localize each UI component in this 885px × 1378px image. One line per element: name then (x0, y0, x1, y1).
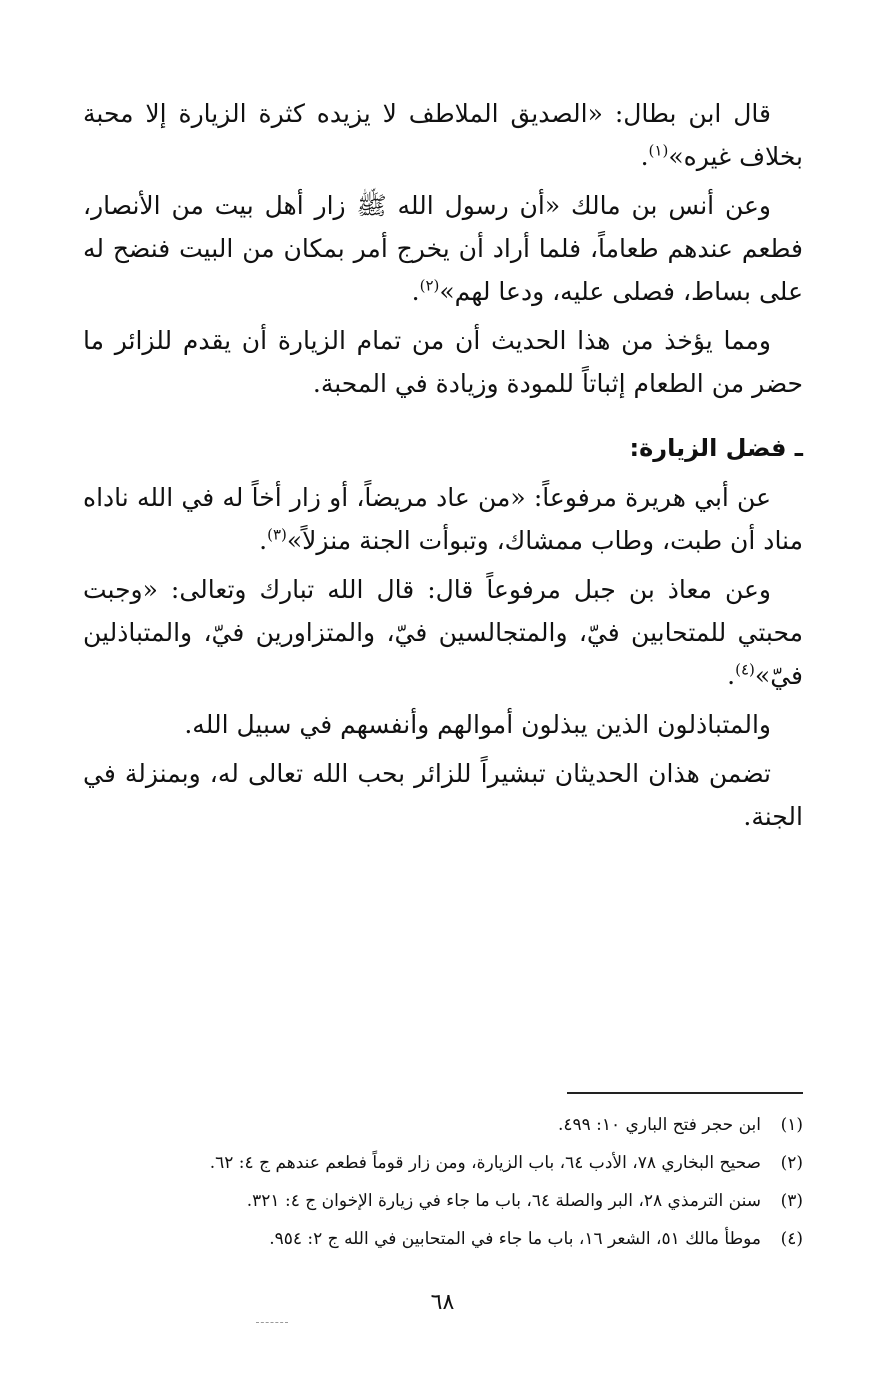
paragraph-anas-hadith (83, 184, 803, 313)
footnote-number: (٤) (780, 1229, 803, 1249)
paragraph-text: ومما يؤخذ من هذا الحديث أن من تمام الزيارة أن يقدم للزائر ما حضر من الطعام إثباتاً للمودة وزيادة في المحبة. (83, 326, 803, 398)
page-number: ٦٨ (430, 1290, 455, 1315)
paragraph-abu-hurayra-hadith (83, 476, 803, 562)
paragraph-muadh-hadith (83, 568, 803, 697)
paragraph-end: . (259, 526, 268, 555)
footnotes (83, 1106, 803, 1258)
footnote-item (83, 1106, 803, 1144)
main-text (83, 92, 803, 844)
footnote-divider (567, 1092, 803, 1094)
footnote-text: صحيح البخاري ٧٨، الأدب ٦٤، باب الزيارة، ومن زار قوماً فطعم عندهم ج ٤: ٦٢. (209, 1153, 761, 1173)
paragraph-text: قال ابن بطال: «الصديق الملاطف لا يزيده كثرة الزيارة إلا محبة بخلاف غيره» (83, 99, 803, 171)
footnote-reference[interactable]: (١) (648, 141, 669, 160)
paragraph-text: والمتباذلون الذين يبذلون أموالهم وأنفسهم في سبيل الله. (184, 710, 771, 739)
scan-artifact-marks (256, 1322, 288, 1323)
paragraph-end: . (640, 142, 649, 171)
footnote-item (83, 1220, 803, 1258)
paragraph-ibn-battal (83, 92, 803, 178)
paragraph-end: . (727, 661, 736, 690)
paragraph-end: . (411, 277, 420, 306)
paragraph-text: وعن أنس بن مالك «أن رسول الله ﷺ زار أهل بيت من الأنصار، فطعم عندهم طعاماً، فلما أراد أن يخرج أمر بمكان من البيت فنضح له على بساط، فصلى عليه، ودعا لهم» (83, 191, 803, 306)
footnote-reference[interactable]: (٢) (419, 276, 440, 295)
footnote-reference[interactable]: (٣) (267, 525, 287, 544)
paragraph-explanation (83, 703, 803, 746)
footnote-item (83, 1144, 803, 1182)
section-heading: ـ فضل الزيارة: (629, 434, 803, 462)
footnote-text: ابن حجر فتح الباري ١٠: ٤٩٩. (557, 1115, 761, 1135)
paragraph-hadith-lesson (83, 319, 803, 405)
footnote-number: (٢) (780, 1153, 803, 1173)
footnote-item (83, 1182, 803, 1220)
footnote-reference[interactable]: (٤) (735, 660, 755, 679)
footnote-number: (٣) (780, 1191, 803, 1211)
footnote-text: موطأ مالك ٥١، الشعر ١٦، باب ما جاء في المتحابين في الله ج ٢: ٩٥٤. (269, 1229, 761, 1249)
paragraph-text: عن أبي هريرة مرفوعاً: «من عاد مريضاً، أو زار أخاً له في الله ناداه مناد أن طبت، وطاب ممشاك، وتبوأت الجنة منزلاً» (83, 483, 803, 555)
paragraph-conclusion (83, 752, 803, 838)
paragraph-text: تضمن هذان الحديثان تبشيراً للزائر بحب الله تعالى له، وبمنزلة في الجنة. (83, 759, 803, 831)
paragraph-text: وعن معاذ بن جبل مرفوعاً قال: قال الله تبارك وتعالى: «وجبت محبتي للمتحابين فيّ، والمتجالسين فيّ، والمتزاورين فيّ، والمتباذلين فيّ» (83, 575, 803, 690)
footnote-text: سنن الترمذي ٢٨، البر والصلة ٦٤، باب ما جاء في زيارة الإخوان ج ٤: ٣٢١. (246, 1191, 761, 1211)
footnote-number: (١) (780, 1115, 803, 1135)
